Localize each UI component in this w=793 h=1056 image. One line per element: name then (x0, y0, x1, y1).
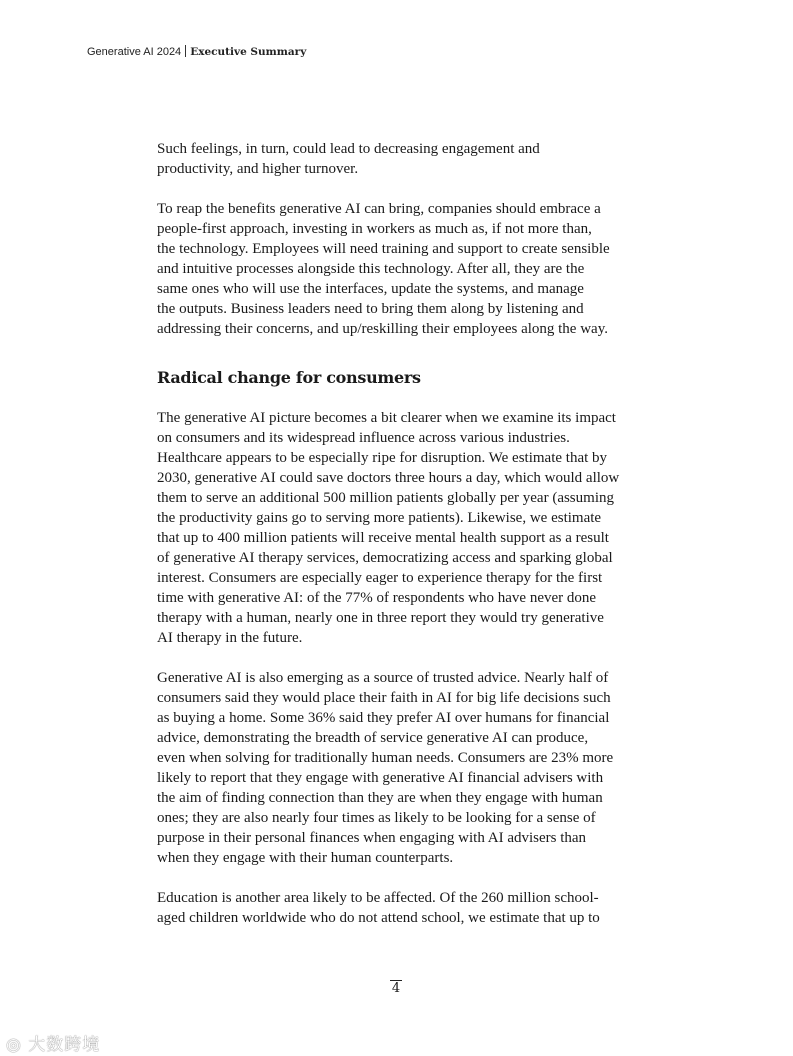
page-number: 4 (391, 981, 401, 996)
paragraph (157, 408, 647, 648)
text-line: the technology. Employees will need training and support to create sensible (157, 241, 610, 257)
paragraph (157, 888, 647, 928)
text-line: addressing their concerns, and up/reskilling their employees along the way. (157, 321, 608, 337)
text-line: 2030, generative AI could save doctors three hours a day, which would allow (157, 470, 620, 486)
text-line: productivity, and higher turnover. (157, 161, 359, 177)
paragraphs-bottom (157, 408, 647, 928)
section-title: Executive Summary (190, 46, 307, 58)
paragraph (157, 668, 647, 868)
text-line: of generative AI therapy services, democratizing access and sparking global (157, 550, 613, 566)
text-line: time with generative AI: of the 77% of respondents who have never done (157, 590, 597, 606)
text-line: that up to 400 million patients will receive mental health support as a result (157, 530, 609, 546)
report-title: Generative AI 2024 (87, 46, 182, 58)
text-line: To reap the benefits generative AI can bring, companies should embrace a (157, 201, 601, 217)
body-content (157, 139, 647, 948)
text-line: on consumers and its widespread influence across various industries. (157, 430, 570, 446)
text-line: and intuitive processes alongside this technology. After all, they are the (157, 261, 585, 277)
running-header (87, 45, 306, 58)
paragraphs-top (157, 139, 647, 339)
text-line: ones; they are also nearly four times as likely to be looking for a sense of (157, 810, 596, 826)
text-line: The generative AI picture becomes a bit clearer when we examine its impact (157, 410, 616, 426)
text-line: same ones who will use the interfaces, update the systems, and manage (157, 281, 584, 297)
text-line: the aim of finding connection than they are when they engage with human (157, 790, 603, 806)
text-line: likely to report that they engage with generative AI financial advisers with (157, 770, 604, 786)
watermark-logo: ◎ 大数跨境 (6, 1035, 101, 1055)
text-line: them to serve an additional 500 million patients globally per year (assuming (157, 490, 614, 506)
text-line: Education is another area likely to be affected. Of the 260 million school- (157, 890, 599, 906)
paragraph (157, 139, 647, 179)
text-line: people-first approach, investing in workers as much as, if not more than, (157, 221, 592, 237)
header-divider (185, 45, 186, 57)
text-line: therapy with a human, nearly one in three report they would try generative (157, 610, 604, 626)
section-heading: Radical change for consumers (157, 368, 421, 387)
paragraph (157, 199, 647, 339)
text-line: interest. Consumers are especially eager to experience therapy for the first (157, 570, 603, 586)
text-line: aged children worldwide who do not attend school, we estimate that up to (157, 910, 600, 926)
text-line: purpose in their personal finances when engaging with AI advisers than (157, 830, 587, 846)
text-line: consumers said they would place their faith in AI for big life decisions such (157, 690, 611, 706)
text-line: advice, demonstrating the breadth of service generative AI can produce, (157, 730, 589, 746)
text-line: the outputs. Business leaders need to bring them along by listening and (157, 301, 584, 317)
text-line: as buying a home. Some 36% said they prefer AI over humans for financial (157, 710, 610, 726)
text-line: when they engage with their human counterparts. (157, 850, 454, 866)
text-line: AI therapy in the future. (157, 630, 303, 646)
text-line: Such feelings, in turn, could lead to decreasing engagement and (157, 141, 540, 157)
text-line: Healthcare appears to be especially ripe for disruption. We estimate that by (157, 450, 608, 466)
text-line: the productivity gains go to serving more patients). Likewise, we estimate (157, 510, 602, 526)
text-line: even when solving for traditionally human needs. Consumers are 23% more (157, 750, 614, 766)
text-line: Generative AI is also emerging as a source of trusted advice. Nearly half of (157, 670, 609, 686)
